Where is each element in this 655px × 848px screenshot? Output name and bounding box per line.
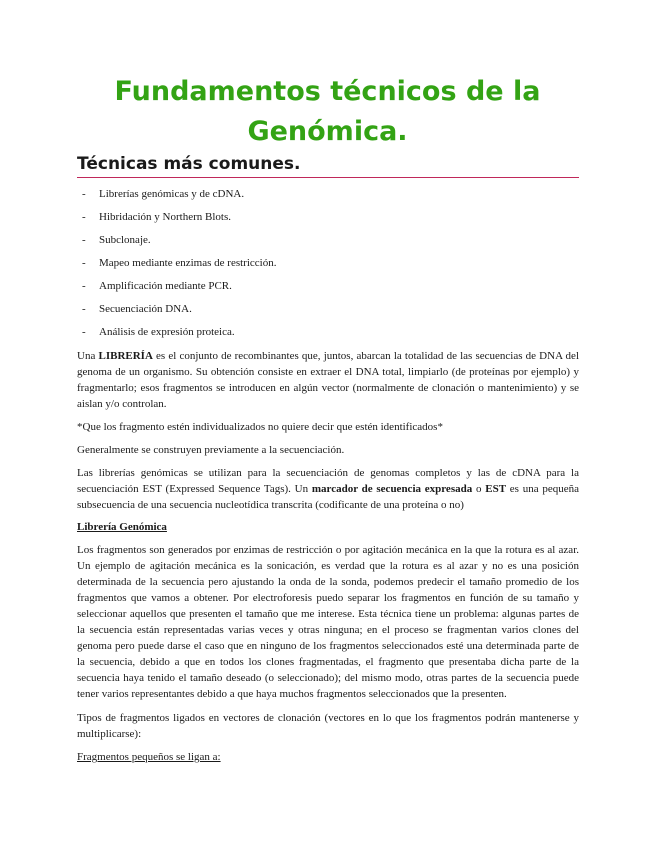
list-item — [77, 279, 579, 302]
list-item-text: Hibridación y Northern Blots. — [99, 211, 231, 223]
bullet-dash: - — [82, 234, 86, 246]
techniques-list — [77, 187, 579, 348]
library-definition-paragraph — [77, 348, 579, 412]
note-paragraph: *Que los fragmento estén individualizados no quiere decir que estén identificados* — [77, 421, 443, 433]
construction-paragraph: Generalmente se construyen previamente a la secuenciación. — [77, 444, 345, 456]
genomic-library-subheading: Librería Genómica — [77, 521, 167, 533]
bullet-dash: - — [82, 257, 86, 269]
list-item — [77, 233, 579, 256]
list-item-text: Subclonaje. — [99, 234, 151, 246]
list-item-text: Librerías genómicas y de cDNA. — [99, 188, 245, 200]
list-item — [77, 187, 579, 210]
text-run: Las librerías genómicas se utilizan para la secuenciación de genomas completos y las de cDNA para la secuenciación EST (Expressed Sequence Tags). Un — [77, 467, 579, 495]
list-item — [77, 210, 579, 233]
est-abbrev: EST — [485, 483, 507, 495]
list-item-text: Análisis de expresión proteica. — [99, 326, 235, 338]
text-run: es el conjunto de recombinantes que, juntos, abarcan la totalidad de las secuencias de DNA del genoma de un organismo. Su obtención consiste en extraer el DNA total, limpiarlo (de proteínas por ejemplo) y fragmentarlo; esos fragmentos se introducen en algún vector (normalmente de clonación o mantenimiento) y se aislan y/o controlan. — [77, 350, 579, 410]
est-paragraph — [77, 465, 579, 513]
fragments-paragraph: Los fragmentos son generados por enzimas de restricción o por agitación mecánica en la que la rotura es al azar. Un ejemplo de agitación mecánica es la sonicación, es verdad que la rotura es al azar y no es una posición determinada de la secuencia pero ajustando la onda de la sonda, podemos predecir el tamaño promedio de los fragmentos que vamos a obtener. Por electroforesis puedo separar los fragmentos en función de su tamaño y seleccionar aquellos que presenten el tamaño que me interese. Esta técnica tiene un problema: algunas partes de la secuencia están representadas varias veces y otras ninguna; en el proceso se fragmentan varios clones del genoma pero puede darse el caso que en ninguno de los fragmentos seleccionados esté una determinada parte de la secuencia, debido a que en todos los clones fragmentadas, el fragmento que presentaba dicha parte de la secuencia haya tenido el tamaño deseado (o seleccionado); del mismo modo, otras partes de la secuencia puede tener varios representantes debido a que haya muchos fragmentos seleccionados que la presenten. — [77, 544, 579, 700]
text-run: es una pequeña subsecuencia de una secuencia nucleotídica transcrita (codificante de una proteína o no) — [77, 483, 579, 511]
list-item — [77, 325, 579, 348]
small-fragments-subheading: Fragmentos pequeños se ligan a: — [77, 751, 221, 763]
vector-types-paragraph: Tipos de fragmentos ligados en vectores de clonación (vectores en lo que los fragmentos podrán mantenerse y multiplicarse): — [77, 712, 579, 740]
text-run: o — [472, 483, 486, 495]
text-run: Una — [77, 350, 99, 362]
bullet-dash: - — [82, 211, 86, 223]
est-term: marcador de secuencia expresada — [311, 483, 473, 495]
list-item-text: Secuenciación DNA. — [99, 303, 192, 315]
bullet-dash: - — [82, 188, 86, 200]
page-title: Fundamentos técnicos de la Genómica. — [114, 76, 541, 147]
list-item — [77, 302, 579, 325]
library-term: LIBRERÍA — [98, 350, 153, 362]
bullet-dash: - — [82, 280, 86, 292]
section-heading: Técnicas más comunes. — [77, 154, 301, 174]
bullet-dash: - — [82, 326, 86, 338]
list-item — [77, 256, 579, 279]
heading-underline-rule — [77, 177, 579, 178]
list-item-text: Amplificación mediante PCR. — [99, 280, 232, 292]
bullet-dash: - — [82, 303, 86, 315]
list-item-text: Mapeo mediante enzimas de restricción. — [99, 257, 277, 269]
